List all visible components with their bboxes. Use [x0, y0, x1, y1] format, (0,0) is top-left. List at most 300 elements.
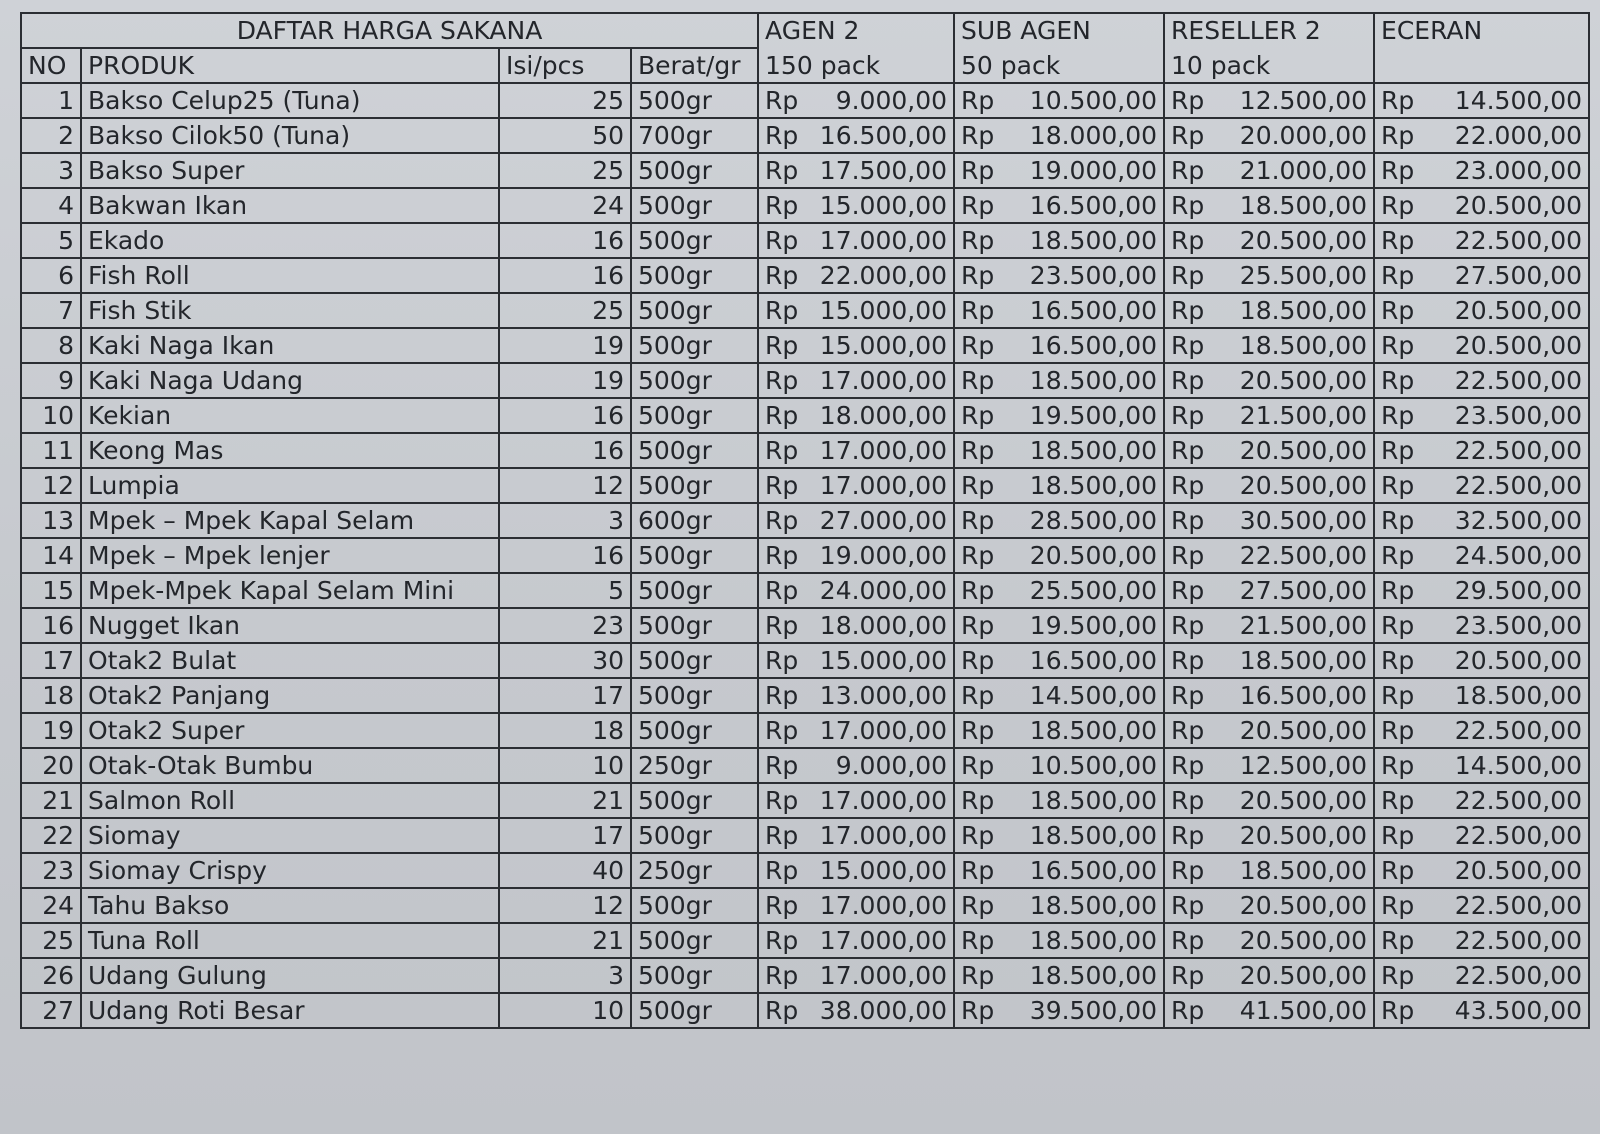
price-amount: 18.500,00 [1029, 436, 1158, 465]
pieces-per-pack: 12 [499, 468, 631, 503]
product-name: Udang Gulung [81, 958, 499, 993]
product-name: Otak2 Super [81, 713, 499, 748]
currency-label: Rp [1171, 926, 1205, 955]
currency-label: Rp [1171, 191, 1205, 220]
price-amount: 19.000,00 [819, 541, 948, 570]
price-reseller [1164, 783, 1374, 818]
price-amount: 18.000,00 [819, 401, 948, 430]
price-agen [758, 678, 954, 713]
price-amount: 24.500,00 [1454, 541, 1583, 570]
pack-weight: 500gr [631, 678, 758, 713]
row-number: 2 [21, 118, 81, 153]
price-amount: 27.000,00 [819, 506, 948, 535]
currency-label: Rp [1381, 891, 1415, 920]
table-row [21, 468, 1589, 503]
price-amount: 20.500,00 [1029, 541, 1158, 570]
pack-weight: 500gr [631, 468, 758, 503]
price-amount: 20.500,00 [1239, 226, 1368, 255]
pack-weight: 250gr [631, 748, 758, 783]
currency-label: Rp [1381, 786, 1415, 815]
pieces-per-pack: 30 [499, 643, 631, 678]
currency-label: Rp [765, 961, 799, 990]
price-amount: 15.000,00 [819, 331, 948, 360]
table-row [21, 678, 1589, 713]
pieces-per-pack: 3 [499, 958, 631, 993]
price-amount: 16.500,00 [1029, 646, 1158, 675]
price-reseller [1164, 818, 1374, 853]
column-header-berat: Berat/gr [631, 48, 758, 83]
price-agen [758, 853, 954, 888]
price-amount: 20.500,00 [1239, 471, 1368, 500]
price-amount: 24.000,00 [819, 576, 948, 605]
price-sub-agen [954, 503, 1164, 538]
currency-label: Rp [1171, 121, 1205, 150]
price-agen [758, 958, 954, 993]
pieces-per-pack: 23 [499, 608, 631, 643]
price-reseller [1164, 748, 1374, 783]
table-row [21, 328, 1589, 363]
pieces-per-pack: 25 [499, 293, 631, 328]
price-amount: 18.500,00 [1239, 296, 1368, 325]
currency-label: Rp [1171, 681, 1205, 710]
currency-label: Rp [961, 786, 995, 815]
price-eceran [1374, 678, 1589, 713]
table-row [21, 818, 1589, 853]
price-agen [758, 748, 954, 783]
pieces-per-pack: 16 [499, 258, 631, 293]
product-name: Siomay [81, 818, 499, 853]
price-amount: 18.500,00 [1029, 716, 1158, 745]
price-amount: 17.000,00 [819, 891, 948, 920]
price-amount: 19.500,00 [1029, 611, 1158, 640]
table-body [21, 83, 1589, 1028]
table-row [21, 783, 1589, 818]
pack-weight: 500gr [631, 993, 758, 1028]
price-agen [758, 818, 954, 853]
price-reseller [1164, 433, 1374, 468]
price-sub-agen [954, 853, 1164, 888]
price-agen [758, 398, 954, 433]
product-name: Bakso Celup25 (Tuna) [81, 83, 499, 118]
price-amount: 22.500,00 [1454, 926, 1583, 955]
currency-label: Rp [1171, 541, 1205, 570]
price-amount: 18.500,00 [1239, 856, 1368, 885]
pack-weight: 700gr [631, 118, 758, 153]
pieces-per-pack: 5 [499, 573, 631, 608]
price-amount: 21.500,00 [1239, 611, 1368, 640]
row-number: 1 [21, 83, 81, 118]
row-number: 21 [21, 783, 81, 818]
row-number: 20 [21, 748, 81, 783]
product-name: Kaki Naga Ikan [81, 328, 499, 363]
price-agen [758, 713, 954, 748]
pieces-per-pack: 16 [499, 398, 631, 433]
tier-name-sub-agen: SUB AGEN [954, 13, 1164, 48]
price-eceran [1374, 538, 1589, 573]
table-row [21, 363, 1589, 398]
product-name: Bakwan Ikan [81, 188, 499, 223]
pack-weight: 500gr [631, 888, 758, 923]
price-amount: 14.500,00 [1029, 681, 1158, 710]
price-reseller [1164, 538, 1374, 573]
price-reseller [1164, 328, 1374, 363]
price-amount: 10.500,00 [1029, 86, 1158, 115]
price-reseller [1164, 363, 1374, 398]
price-amount: 17.000,00 [819, 821, 948, 850]
price-amount: 13.000,00 [819, 681, 948, 710]
table-row [21, 153, 1589, 188]
currency-label: Rp [1381, 856, 1415, 885]
currency-label: Rp [1171, 821, 1205, 850]
price-amount: 22.500,00 [1454, 366, 1583, 395]
price-agen [758, 153, 954, 188]
row-number: 26 [21, 958, 81, 993]
price-amount: 17.000,00 [819, 716, 948, 745]
pieces-per-pack: 10 [499, 993, 631, 1028]
currency-label: Rp [765, 226, 799, 255]
price-sub-agen [954, 83, 1164, 118]
pack-weight: 500gr [631, 223, 758, 258]
row-number: 23 [21, 853, 81, 888]
currency-label: Rp [961, 401, 995, 430]
currency-label: Rp [1171, 856, 1205, 885]
currency-label: Rp [1171, 786, 1205, 815]
pack-weight: 500gr [631, 328, 758, 363]
currency-label: Rp [1171, 366, 1205, 395]
table-row [21, 993, 1589, 1028]
price-amount: 20.500,00 [1454, 331, 1583, 360]
product-name: Lumpia [81, 468, 499, 503]
currency-label: Rp [1381, 471, 1415, 500]
currency-label: Rp [961, 821, 995, 850]
price-amount: 38.000,00 [819, 996, 948, 1025]
product-name: Udang Roti Besar [81, 993, 499, 1028]
currency-label: Rp [1381, 331, 1415, 360]
table-row [21, 573, 1589, 608]
price-sub-agen [954, 328, 1164, 363]
currency-label: Rp [765, 296, 799, 325]
tier-min-agen: 150 pack [758, 48, 954, 83]
price-amount: 41.500,00 [1239, 996, 1368, 1025]
row-number: 8 [21, 328, 81, 363]
price-sub-agen [954, 573, 1164, 608]
price-eceran [1374, 223, 1589, 258]
price-amount: 21.500,00 [1239, 401, 1368, 430]
currency-label: Rp [961, 996, 995, 1025]
price-eceran [1374, 258, 1589, 293]
price-sub-agen [954, 433, 1164, 468]
product-name: Keong Mas [81, 433, 499, 468]
price-eceran [1374, 923, 1589, 958]
currency-label: Rp [765, 926, 799, 955]
price-amount: 17.000,00 [819, 926, 948, 955]
currency-label: Rp [1381, 681, 1415, 710]
price-amount: 18.000,00 [1029, 121, 1158, 150]
table-row [21, 643, 1589, 678]
currency-label: Rp [1381, 961, 1415, 990]
price-agen [758, 468, 954, 503]
table-row [21, 958, 1589, 993]
pack-weight: 500gr [631, 83, 758, 118]
price-sub-agen [954, 958, 1164, 993]
currency-label: Rp [961, 576, 995, 605]
currency-label: Rp [765, 576, 799, 605]
table-row [21, 923, 1589, 958]
price-amount: 17.000,00 [819, 436, 948, 465]
price-amount: 16.500,00 [1029, 296, 1158, 325]
row-number: 13 [21, 503, 81, 538]
tier-min-eceran [1374, 48, 1589, 83]
price-sub-agen [954, 923, 1164, 958]
currency-label: Rp [765, 366, 799, 395]
price-amount: 20.500,00 [1454, 856, 1583, 885]
row-number: 9 [21, 363, 81, 398]
price-reseller [1164, 258, 1374, 293]
row-number: 27 [21, 993, 81, 1028]
table-row [21, 398, 1589, 433]
product-name: Ekado [81, 223, 499, 258]
price-sub-agen [954, 608, 1164, 643]
price-sub-agen [954, 293, 1164, 328]
product-name: Siomay Crispy [81, 853, 499, 888]
product-name: Salmon Roll [81, 783, 499, 818]
price-eceran [1374, 118, 1589, 153]
price-amount: 15.000,00 [819, 191, 948, 220]
currency-label: Rp [1381, 436, 1415, 465]
currency-label: Rp [765, 646, 799, 675]
price-eceran [1374, 783, 1589, 818]
price-amount: 12.500,00 [1239, 86, 1368, 115]
row-number: 17 [21, 643, 81, 678]
currency-label: Rp [1381, 191, 1415, 220]
currency-label: Rp [961, 961, 995, 990]
price-reseller [1164, 573, 1374, 608]
currency-label: Rp [1171, 296, 1205, 325]
column-header-produk: PRODUK [81, 48, 499, 83]
product-name: Otak-Otak Bumbu [81, 748, 499, 783]
pack-weight: 500gr [631, 818, 758, 853]
price-amount: 23.000,00 [1454, 156, 1583, 185]
table-row [21, 83, 1589, 118]
price-sub-agen [954, 118, 1164, 153]
price-amount: 20.500,00 [1239, 961, 1368, 990]
price-amount: 25.500,00 [1029, 576, 1158, 605]
price-agen [758, 923, 954, 958]
currency-label: Rp [1171, 261, 1205, 290]
pack-weight: 500gr [631, 363, 758, 398]
table-row [21, 888, 1589, 923]
price-eceran [1374, 958, 1589, 993]
price-reseller [1164, 923, 1374, 958]
price-reseller [1164, 398, 1374, 433]
currency-label: Rp [1381, 401, 1415, 430]
row-number: 25 [21, 923, 81, 958]
currency-label: Rp [1381, 296, 1415, 325]
price-amount: 20.000,00 [1239, 121, 1368, 150]
header-row-columns [21, 48, 1589, 83]
row-number: 22 [21, 818, 81, 853]
currency-label: Rp [961, 121, 995, 150]
table-row [21, 853, 1589, 888]
price-amount: 19.000,00 [1029, 156, 1158, 185]
table-row [21, 713, 1589, 748]
price-amount: 9.000,00 [835, 751, 948, 780]
tier-name-agen: AGEN 2 [758, 13, 954, 48]
table-row [21, 538, 1589, 573]
price-amount: 22.000,00 [819, 261, 948, 290]
price-amount: 18.500,00 [1239, 646, 1368, 675]
price-sub-agen [954, 223, 1164, 258]
price-table [20, 12, 1590, 1029]
pack-weight: 500gr [631, 923, 758, 958]
pack-weight: 600gr [631, 503, 758, 538]
pieces-per-pack: 40 [499, 853, 631, 888]
currency-label: Rp [961, 891, 995, 920]
product-name: Mpek-Mpek Kapal Selam Mini [81, 573, 499, 608]
row-number: 5 [21, 223, 81, 258]
price-amount: 22.500,00 [1454, 786, 1583, 815]
price-amount: 21.000,00 [1239, 156, 1368, 185]
price-amount: 16.500,00 [1029, 856, 1158, 885]
row-number: 18 [21, 678, 81, 713]
table-row [21, 608, 1589, 643]
row-number: 6 [21, 258, 81, 293]
currency-label: Rp [1381, 926, 1415, 955]
price-amount: 22.500,00 [1454, 226, 1583, 255]
currency-label: Rp [961, 471, 995, 500]
currency-label: Rp [765, 156, 799, 185]
currency-label: Rp [1381, 716, 1415, 745]
currency-label: Rp [1171, 716, 1205, 745]
table-header [21, 13, 1589, 83]
table-row [21, 503, 1589, 538]
price-reseller [1164, 993, 1374, 1028]
price-amount: 16.500,00 [819, 121, 948, 150]
price-agen [758, 258, 954, 293]
price-sub-agen [954, 363, 1164, 398]
price-eceran [1374, 363, 1589, 398]
pieces-per-pack: 17 [499, 818, 631, 853]
pieces-per-pack: 21 [499, 923, 631, 958]
pack-weight: 500gr [631, 293, 758, 328]
currency-label: Rp [1171, 611, 1205, 640]
product-name: Kekian [81, 398, 499, 433]
price-amount: 18.500,00 [1029, 471, 1158, 500]
row-number: 3 [21, 153, 81, 188]
price-amount: 22.500,00 [1454, 821, 1583, 850]
currency-label: Rp [1171, 471, 1205, 500]
price-amount: 27.500,00 [1454, 261, 1583, 290]
price-amount: 32.500,00 [1454, 506, 1583, 535]
price-eceran [1374, 993, 1589, 1028]
currency-label: Rp [1381, 611, 1415, 640]
price-eceran [1374, 888, 1589, 923]
price-reseller [1164, 608, 1374, 643]
currency-label: Rp [765, 191, 799, 220]
currency-label: Rp [765, 856, 799, 885]
currency-label: Rp [961, 926, 995, 955]
pieces-per-pack: 16 [499, 223, 631, 258]
currency-label: Rp [1381, 541, 1415, 570]
table-row [21, 293, 1589, 328]
pack-weight: 250gr [631, 853, 758, 888]
currency-label: Rp [1171, 576, 1205, 605]
price-amount: 18.000,00 [819, 611, 948, 640]
price-agen [758, 118, 954, 153]
currency-label: Rp [1381, 996, 1415, 1025]
currency-label: Rp [1171, 506, 1205, 535]
price-amount: 18.500,00 [1029, 366, 1158, 395]
currency-label: Rp [961, 331, 995, 360]
price-agen [758, 573, 954, 608]
row-number: 14 [21, 538, 81, 573]
currency-label: Rp [765, 996, 799, 1025]
price-amount: 25.500,00 [1239, 261, 1368, 290]
price-amount: 17.000,00 [819, 786, 948, 815]
currency-label: Rp [765, 786, 799, 815]
price-amount: 9.000,00 [835, 86, 948, 115]
price-amount: 18.500,00 [1239, 331, 1368, 360]
price-amount: 22.500,00 [1454, 436, 1583, 465]
currency-label: Rp [765, 821, 799, 850]
price-amount: 20.500,00 [1239, 786, 1368, 815]
price-agen [758, 223, 954, 258]
currency-label: Rp [1171, 961, 1205, 990]
price-agen [758, 328, 954, 363]
currency-label: Rp [961, 611, 995, 640]
product-name: Kaki Naga Udang [81, 363, 499, 398]
price-reseller [1164, 118, 1374, 153]
price-amount: 16.500,00 [1029, 191, 1158, 220]
currency-label: Rp [1381, 506, 1415, 535]
price-sub-agen [954, 993, 1164, 1028]
price-eceran [1374, 643, 1589, 678]
price-amount: 17.000,00 [819, 961, 948, 990]
currency-label: Rp [961, 156, 995, 185]
price-sub-agen [954, 468, 1164, 503]
currency-label: Rp [765, 751, 799, 780]
price-eceran [1374, 153, 1589, 188]
price-amount: 17.000,00 [819, 471, 948, 500]
pack-weight: 500gr [631, 958, 758, 993]
price-amount: 16.500,00 [1239, 681, 1368, 710]
price-eceran [1374, 468, 1589, 503]
pieces-per-pack: 18 [499, 713, 631, 748]
row-number: 10 [21, 398, 81, 433]
currency-label: Rp [961, 681, 995, 710]
currency-label: Rp [765, 436, 799, 465]
currency-label: Rp [1381, 156, 1415, 185]
currency-label: Rp [961, 541, 995, 570]
price-amount: 23.500,00 [1454, 401, 1583, 430]
price-amount: 20.500,00 [1239, 926, 1368, 955]
price-amount: 18.500,00 [1029, 891, 1158, 920]
price-eceran [1374, 188, 1589, 223]
tier-min-sub-agen: 50 pack [954, 48, 1164, 83]
tier-name-eceran: ECERAN [1374, 13, 1589, 48]
table-row [21, 118, 1589, 153]
pieces-per-pack: 21 [499, 783, 631, 818]
price-eceran [1374, 433, 1589, 468]
currency-label: Rp [1381, 646, 1415, 675]
price-amount: 39.500,00 [1029, 996, 1158, 1025]
row-number: 19 [21, 713, 81, 748]
price-amount: 22.500,00 [1454, 961, 1583, 990]
pack-weight: 500gr [631, 608, 758, 643]
pieces-per-pack: 19 [499, 328, 631, 363]
product-name: Otak2 Bulat [81, 643, 499, 678]
currency-label: Rp [1171, 156, 1205, 185]
